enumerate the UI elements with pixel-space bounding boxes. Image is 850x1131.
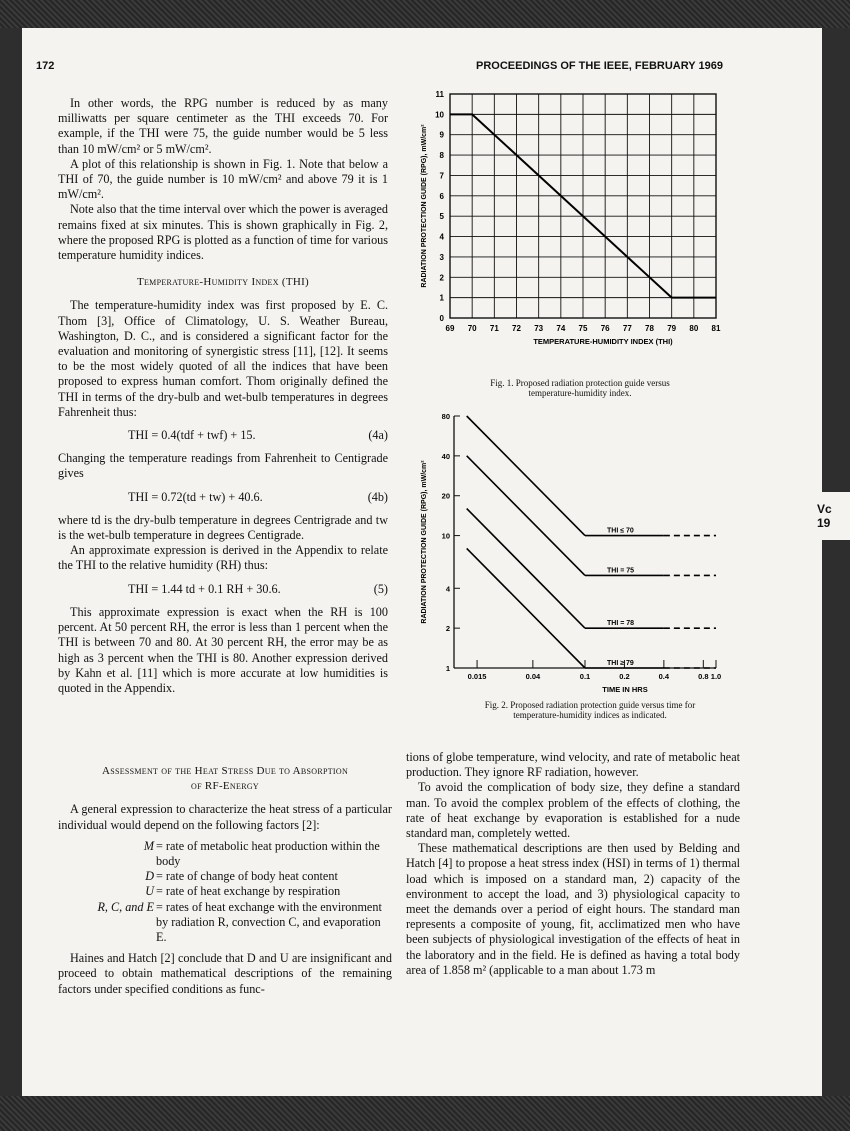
definition-symbol: M <box>143 838 154 853</box>
y-tick-label: 3 <box>439 252 444 262</box>
left-column-lower <box>58 764 392 997</box>
journal-header: PROCEEDINGS OF THE IEEE, FEBRUARY 1969 <box>476 60 723 72</box>
figure-1-chart <box>414 86 726 386</box>
adjacent-page-tab-line2: 19 <box>817 516 831 530</box>
definition-text: = rate of heat exchange by respiration <box>156 884 341 899</box>
x-tick-label: 70 <box>467 324 477 333</box>
x-tick-label: 74 <box>556 324 566 333</box>
series-label: THI = 75 <box>607 567 635 575</box>
x-axis-label: TIME IN HRS <box>602 685 648 694</box>
x-tick-label: 76 <box>600 324 610 333</box>
series-label: THI = 78 <box>607 620 635 628</box>
definition-text: = rate of metabolic heat production within the body <box>156 838 380 869</box>
y-tick-label: 40 <box>441 451 450 461</box>
y-tick-label: 9 <box>439 130 444 140</box>
figure-2-caption-line1: Fig. 2. Proposed radiation protection guide versus time for <box>484 700 696 710</box>
y-tick-label: 7 <box>439 171 444 181</box>
paragraph: Changing the temperature readings from Fahrenheit to Centigrade gives <box>58 451 388 481</box>
x-tick-label: 81 <box>711 324 721 333</box>
equation <box>58 582 388 597</box>
x-tick-label: 78 <box>645 324 654 333</box>
equation-body: THI = 0.4(tdf + twf) + 15. <box>128 428 256 443</box>
definition-symbol: R, C, and E <box>97 899 154 914</box>
paragraph: A plot of this relationship is shown in Fig. 1. Note that below a THI of 70, the guide number is 10 mW/cm² and above 79 it is 1 mW/cm². <box>58 156 388 202</box>
series-decline-line <box>467 548 585 668</box>
definition-text: = rates of heat exchange with the environment by radiation R, convection C, and evaporation E. <box>156 899 382 945</box>
adjacent-page-tab <box>812 492 850 540</box>
paragraph: The temperature-humidity index was first proposed by E. C. Thom [3], Office of Climatology, U. S. Weather Bureau, Washington, D. C., and is considered a significant factor for the evaluation and monitoring of synergistic stress [11], [12]. It seems to be the most widely quoted of all the indices that have been proposed to express human comfort. Thom originally defined the THI in terms of the dry-bulb and wet-bulb temperatures in degrees Fahrenheit thus: <box>58 298 388 419</box>
page-number: 172 <box>36 60 55 72</box>
definition-item <box>58 869 392 884</box>
paragraph: A general expression to characterize the heat stress of a particular individual would depend on the following factors [2]: <box>58 802 392 832</box>
paragraph: In other words, the RPG number is reduced by as many milliwatts per square centimeter as the THI exceeds 70. For example, if the THI were 75, the guide number would be 5 less than 10 mW/cm² or 5 mW/cm². <box>58 96 388 156</box>
x-axis-label: TEMPERATURE-HUMIDITY INDEX (THI) <box>533 337 673 346</box>
paragraph: Note also that the time interval over which the power is averaged remains fixed at six minutes. This is shown graphically in Fig. 2, where the proposed RPG is plotted as a function of time for various temperature humidity indices. <box>58 202 388 263</box>
paragraph: An approximate expression is derived in the Appendix to relate the THI to the relative humidity (RH) thus: <box>58 543 388 573</box>
x-tick-label: 0.1 <box>579 672 591 681</box>
x-tick-label: 72 <box>512 324 521 333</box>
y-axis-label: RADIATION PROTECTION GUIDE (RPG), mW/cm² <box>421 460 428 624</box>
definition-item <box>58 884 392 899</box>
y-tick-label: 5 <box>439 212 444 222</box>
x-tick-label: 75 <box>578 324 588 333</box>
y-tick-label: 1 <box>445 664 450 673</box>
definition-symbol: D <box>145 869 154 884</box>
section-heading: Temperature-Humidity Index (THI) <box>136 276 310 289</box>
paragraph: tions of globe temperature, wind velocity, and rate of metabolic heat production. They ignore RF radiation, however. <box>406 750 740 780</box>
y-tick-label: 4 <box>439 232 444 242</box>
figure-1-caption-line2: temperature-humidity index. <box>528 388 632 398</box>
y-tick-label: 10 <box>435 110 444 120</box>
y-tick-label: 20 <box>441 491 450 501</box>
definition-item <box>58 900 392 946</box>
y-tick-label: 0 <box>439 314 444 323</box>
x-tick-label: 79 <box>667 324 677 333</box>
figure-2-caption-line2: temperature-humidity indices as indicated. <box>513 710 667 720</box>
y-tick-label: 8 <box>439 151 444 161</box>
x-tick-label: 0.015 <box>467 672 487 681</box>
x-tick-label: 1.0 <box>710 672 722 681</box>
x-tick-label: 0.2 <box>619 672 630 681</box>
y-tick-label: 80 <box>441 412 450 421</box>
equation <box>58 428 388 443</box>
figure-2-chart <box>414 408 726 698</box>
series-label: THI ≤ 70 <box>607 527 634 535</box>
equation-body: THI = 1.44 td + 0.1 RH + 30.6. <box>128 581 281 596</box>
equation-number: (5) <box>373 581 388 596</box>
x-tick-label: 0.8 <box>698 672 709 681</box>
x-tick-label: 0.4 <box>658 672 670 681</box>
definition-text: = rate of change of body heat content <box>156 869 338 884</box>
series-decline-line <box>467 509 585 629</box>
paragraph: This approximate expression is exact when the RH is 100 percent. At 50 percent RH, the error is less than 1 percent when the THI is between 70 and 80. At 30 percent RH, the error may be as high as 3 percent when the THI is 80. Another expression derived by Kahn et al. [11] which is more accurate at low humidities is quoted in the Appendix. <box>58 604 388 695</box>
x-tick-label: 73 <box>534 324 544 333</box>
series-decline-line <box>467 456 585 576</box>
equation-body: THI = 0.72(td + tw) + 40.6. <box>128 489 263 504</box>
adjacent-page-tab-line1: Vc <box>817 502 832 516</box>
paragraph: These mathematical descriptions are then used by Belding and Hatch [4] to propose a heat stress index (HSI) in terms of 1) thermal load which is imposed on a standard man, 2) capacity of the environment to accept the load, and 3) physiological capacity to meet the demands over a period of eight hours. The standard man represents a composite of young, fit, acclimatized men who have been subjects of physiological investigation of the effects of heat in the laboratory and in the field. He is defined as having a total body area of 1.858 m² (applicable to a man about 1.73 m <box>406 841 740 977</box>
y-tick-label: 10 <box>441 531 450 541</box>
equation-number: (4b) <box>367 489 388 504</box>
y-tick-label: 1 <box>439 293 444 303</box>
x-tick-label: 80 <box>689 324 699 333</box>
section-heading: Assessment of the Heat Stress Due to Absorption <box>101 765 349 777</box>
x-tick-label: 69 <box>445 324 455 333</box>
x-tick-label: 71 <box>489 324 499 333</box>
scan-border-top <box>0 0 850 28</box>
figure-1-caption-line1: Fig. 1. Proposed radiation protection guide versus <box>490 378 670 388</box>
definition-item <box>58 839 392 869</box>
definition-list <box>58 839 392 945</box>
definition-symbol: U <box>145 884 154 899</box>
scan-border-bottom <box>0 1096 850 1131</box>
y-tick-label: 6 <box>439 191 444 201</box>
figure-1-caption <box>430 378 730 398</box>
y-tick-label: 2 <box>445 624 450 634</box>
y-axis-label: RADIATION PROTECTION GUIDE (RPG), mW/cm² <box>421 124 428 288</box>
x-tick-label: 77 <box>622 324 632 333</box>
y-tick-label: 11 <box>435 90 444 99</box>
section-heading-continued: of RF-Energy <box>191 780 259 793</box>
x-tick-label: 0.04 <box>525 672 541 681</box>
right-column-lower <box>406 750 740 978</box>
paragraph: where td is the dry-bulb temperature in degrees Centrigrade and tw is the wet-bulb temperature in degrees Centigrade. <box>58 512 388 543</box>
series-label: THI ≥ 79 <box>607 660 634 667</box>
paragraph: To avoid the complication of body size, they define a standard man. To avoid the complex problem of the effects of clothing, the rate of heat exchange by evaporation is established for a nude standard man, completely wetted. <box>406 780 740 841</box>
figure-2-caption <box>430 700 750 720</box>
series-decline-line <box>467 416 585 536</box>
left-column-upper <box>58 96 388 696</box>
y-tick-label: 4 <box>445 584 450 594</box>
y-tick-label: 2 <box>439 273 444 283</box>
paragraph: Haines and Hatch [2] conclude that D and U are insignificant and proceed to obtain mathematical descriptions of the remaining factors under specified conditions as func- <box>58 951 392 996</box>
equation <box>58 490 388 505</box>
equation-number: (4a) <box>368 428 388 443</box>
